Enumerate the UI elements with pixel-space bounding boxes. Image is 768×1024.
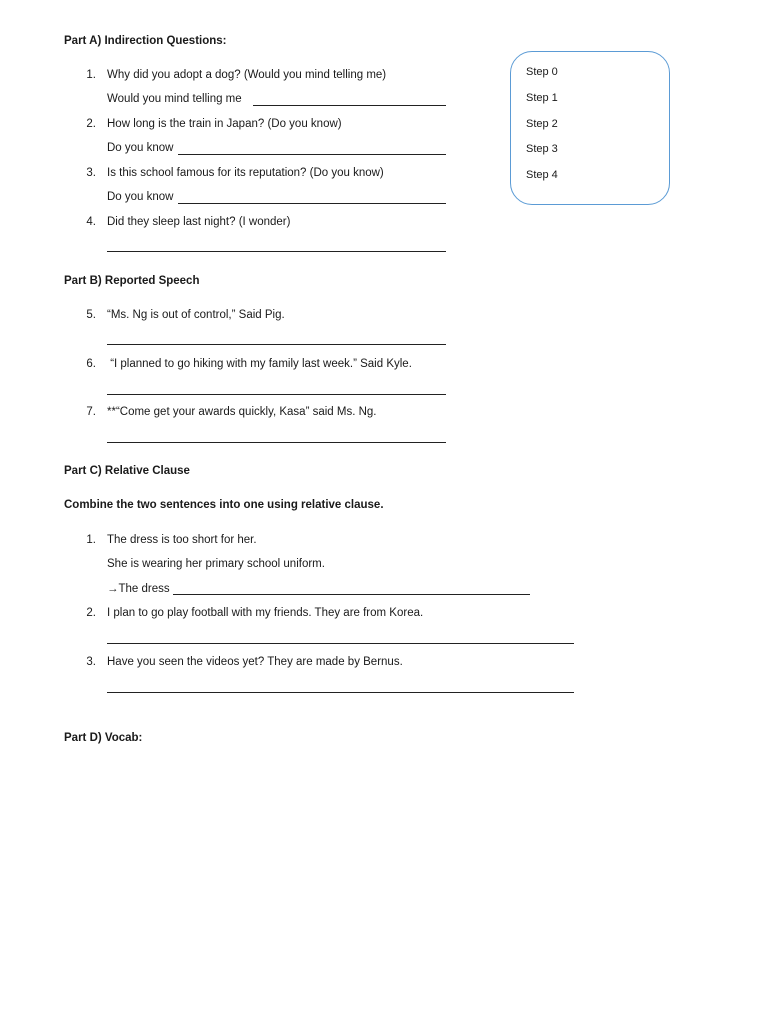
steps-box bbox=[510, 51, 670, 205]
part-b-heading: Part B) Reported Speech bbox=[64, 275, 200, 287]
question-number: 1. bbox=[86, 69, 96, 81]
question-number: 4. bbox=[86, 216, 96, 228]
answer-line[interactable] bbox=[107, 692, 574, 693]
question-text: I plan to go play football with my friends. They are from Korea. bbox=[107, 607, 424, 619]
part-c-heading: Part C) Relative Clause bbox=[64, 465, 190, 477]
question-number: 1. bbox=[86, 534, 96, 546]
answer-line[interactable] bbox=[178, 203, 446, 204]
step-label: Step 3 bbox=[526, 143, 558, 155]
answer-line[interactable] bbox=[178, 154, 446, 155]
question-number: 2. bbox=[86, 118, 96, 130]
question-number: 2. bbox=[86, 607, 96, 619]
answer-line[interactable] bbox=[107, 643, 574, 644]
step-label: Step 0 bbox=[526, 66, 558, 78]
answer-line[interactable] bbox=[107, 251, 446, 252]
question-number: 3. bbox=[86, 167, 96, 179]
answer-line[interactable] bbox=[107, 344, 446, 345]
answer-line[interactable] bbox=[173, 594, 530, 595]
step-label: Step 4 bbox=[526, 169, 558, 181]
part-a-heading: Part A) Indirection Questions: bbox=[64, 35, 227, 47]
part-d-heading: Part D) Vocab: bbox=[64, 732, 143, 744]
question-text: “I planned to go hiking with my family last week.” Said Kyle. bbox=[107, 358, 412, 370]
question-text: Why did you adopt a dog? (Would you mind telling me) bbox=[107, 69, 387, 81]
question-text: She is wearing her primary school uniform. bbox=[107, 558, 325, 570]
question-text: Is this school famous for its reputation? (Do you know) bbox=[107, 167, 384, 179]
step-label: Step 1 bbox=[526, 92, 558, 104]
question-text: Have you seen the videos yet? They are made by Bernus. bbox=[107, 656, 403, 668]
answer-prefix: Do you know bbox=[107, 142, 174, 154]
question-text: Did they sleep last night? (I wonder) bbox=[107, 216, 291, 228]
question-text: “Ms. Ng is out of control,” Said Pig. bbox=[107, 309, 285, 321]
question-text: The dress is too short for her. bbox=[107, 534, 257, 546]
question-text: **“Come get your awards quickly, Kasa” said Ms. Ng. bbox=[107, 406, 377, 418]
answer-line[interactable] bbox=[107, 394, 446, 395]
answer-prefix: Do you know bbox=[107, 191, 174, 203]
question-number: 5. bbox=[86, 309, 96, 321]
answer-line[interactable] bbox=[253, 105, 446, 106]
step-label: Step 2 bbox=[526, 118, 558, 130]
question-number: 7. bbox=[86, 406, 96, 418]
answer-prefix: →The dress bbox=[107, 583, 170, 595]
answer-line[interactable] bbox=[107, 442, 446, 443]
question-number: 6. bbox=[86, 358, 96, 370]
question-number: 3. bbox=[86, 656, 96, 668]
part-c-instruction: Combine the two sentences into one using relative clause. bbox=[64, 499, 384, 511]
answer-prefix: Would you mind telling me bbox=[107, 93, 242, 105]
question-text: How long is the train in Japan? (Do you know) bbox=[107, 118, 342, 130]
